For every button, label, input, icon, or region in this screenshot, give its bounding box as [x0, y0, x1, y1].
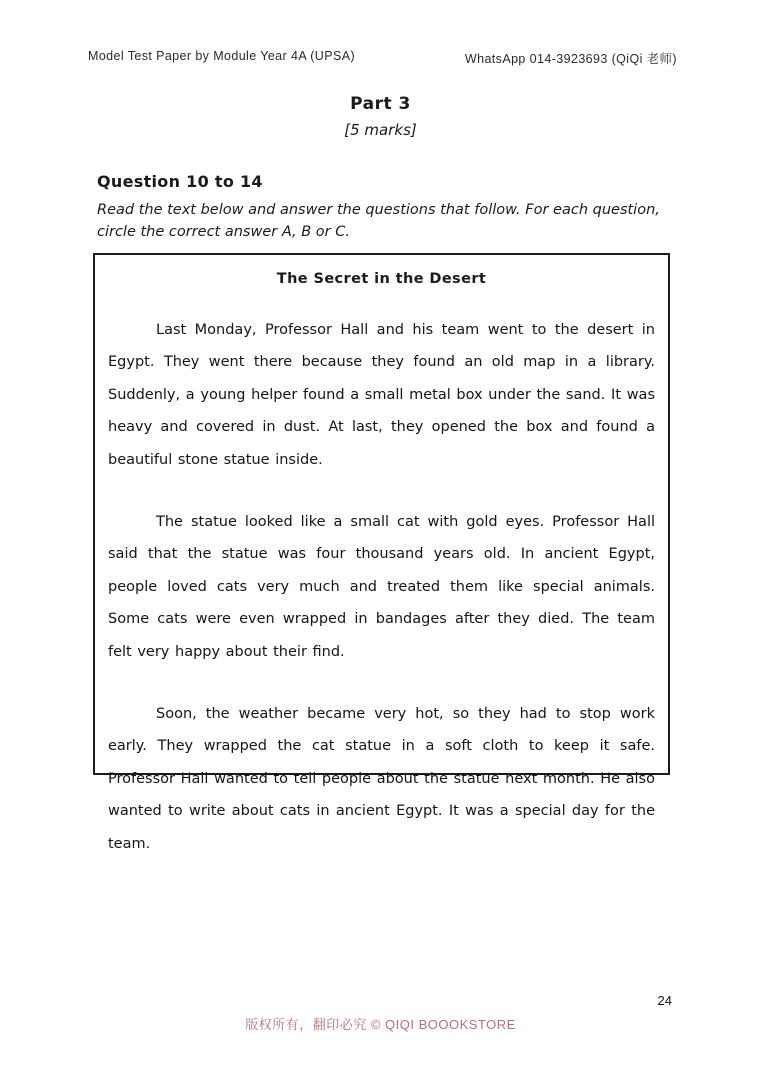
part-title: Part 3 — [350, 94, 411, 114]
header-left-text: Model Test Paper by Module Year 4A (UPSA) — [88, 49, 356, 63]
reading-passage-box — [93, 253, 670, 852]
question-range-heading: Question 10 to 14 — [97, 172, 263, 191]
page-header — [88, 49, 677, 67]
passage-paragraph-3: Soon, the weather became very hot, so they had to stop work early. They wrapped the cat statue in a soft cloth to keep it safe. Professor Hall wanted to tell people about the statue next month. He also wanted to write about cats in ancient Egypt. It was a special day for the team. — [108, 706, 655, 852]
page-number: 24 — [657, 993, 672, 1008]
copyright-footer: 版权所有，翻印必究 © QIQI BOOOKSTORE — [245, 1017, 516, 1032]
passage-paragraph-1: Last Monday, Professor Hall and his team went to the desert in Egypt. They went there because they found an old map in a library. Suddenly, a young helper found a small metal box under the sand. It was heavy and covered in dust. At last, they opened the box and found a beautiful stone statue inside. — [108, 322, 655, 468]
question-instructions: Read the text below and answer the questions that follow. For each question, circle the correct answer A, B or C. — [97, 202, 660, 240]
marks-label: [5 marks] — [344, 121, 417, 139]
header-right-text: WhatsApp 014-3923693 (QiQi 老师) — [464, 52, 677, 66]
passage-title: The Secret in the Desert — [276, 271, 487, 287]
passage-paragraph-2: The statue looked like a small cat with gold eyes. Professor Hall said that the statue was four thousand years old. In ancient Egypt, people loved cats very much and treated them like special animals. Some cats were even wrapped in bandages after they died. The team felt very happy about their find. — [108, 514, 655, 660]
